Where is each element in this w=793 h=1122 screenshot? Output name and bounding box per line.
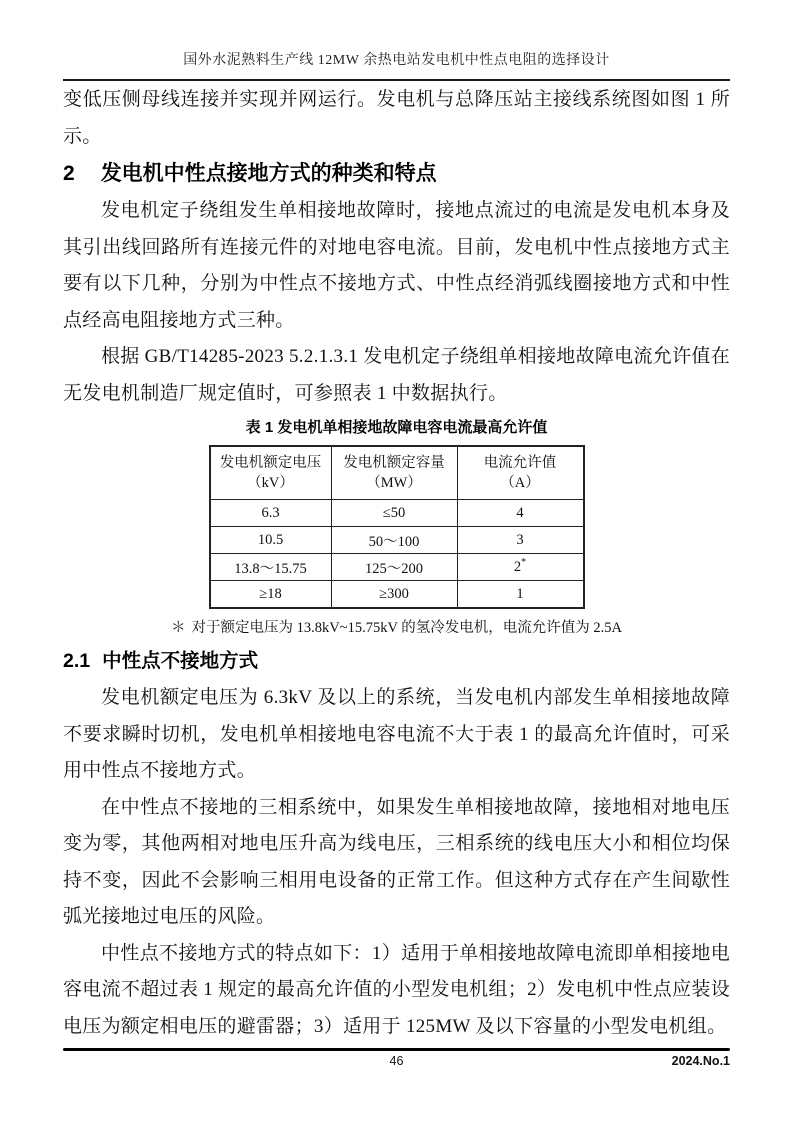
table-header-capacity xyxy=(331,446,457,500)
table-1-footnote xyxy=(63,618,730,638)
table-header-current xyxy=(457,446,584,500)
table-header-current-line1: 电流允许值 xyxy=(483,455,557,471)
table-1-header xyxy=(210,446,584,500)
paragraph-intro-continued: 变低压侧母线连接并实现并网运行。发电机与总降压站主接线系统图如图 1 所示。 xyxy=(63,89,730,147)
running-title: 国外水泥熟料生产线 12MW 余热电站发电机中性点电阻的选择设计 xyxy=(183,53,610,68)
section-2-1-heading xyxy=(63,642,730,680)
table-1-body xyxy=(210,500,584,609)
section-2-heading xyxy=(63,155,730,193)
table-cell: 3 xyxy=(457,527,584,554)
table-row xyxy=(210,554,584,581)
section-2-number: 2 xyxy=(63,162,75,185)
table-cell: ≥18 xyxy=(210,581,332,609)
table-cell: ≥300 xyxy=(331,581,457,609)
page-number: 46 xyxy=(389,1054,404,1068)
table-cell-with-footnote xyxy=(457,554,584,581)
table-cell: ≤50 xyxy=(331,500,457,527)
paragraph-section2-1: 发电机定子绕组发生单相接地故障时，接地点流过的电流是发电机本身及其引出线回路所有连接元件的对地电容电流。目前，发电机中性点接地方式主要有以下几种，分别为中性点不接地方式、中性点经消弧线圈接地方式和中性点经高电阻接地方式三种。 xyxy=(63,200,730,331)
paragraph-section2-1-1: 发电机额定电压为 6.3kV 及以上的系统，当发电机内部发生单相接地故障不要求瞬时切机，发电机单相接地电容电流不大于表 1 的最高允许值时，可采用中性点不接地方式。 xyxy=(63,687,730,781)
section-2-title: 发电机中性点接地方式的种类和特点 xyxy=(100,162,437,185)
paragraph-section2-1-2: 在中性点不接地的三相系统中，如果发生单相接地故障，接地相对地电压变为零，其他两相对地电压升高为线电压，三相系统的线电压大小和相位均保持不变，因此不会影响三相用电设备的正常工作。但这种方式存在产生间歇性弧光接地过电压的风险。 xyxy=(63,796,730,927)
issue-number: 2024.No.1 xyxy=(671,1054,730,1068)
section-2-1-title: 中性点不接地方式 xyxy=(102,650,259,672)
footnote-marker: ＊ xyxy=(171,620,186,636)
table-row xyxy=(210,527,584,554)
table-row xyxy=(210,581,584,609)
table-cell: 6.3 xyxy=(210,500,332,527)
table-header-current-line2: （A） xyxy=(500,475,540,491)
paragraph-section2-1-3: 中性点不接地方式的特点如下：1）适用于单相接地故障电流即单相接地电容电流不超过表 1 规定的最高允许值的小型发电机组；2）发电机中性点应装设电压为额定相电压的避雷器；3）适用于 125MW 及以下容量的小型发电机组。 xyxy=(63,942,730,1037)
paragraph-section2-2: 根据 GB/T14285-2023 5.2.1.3.1 发电机定子绕组单相接地故障电流允许值在无发电机制造厂规定值时，可参照表 1 中数据执行。 xyxy=(63,346,730,404)
table-cell: 13.8～15.75 xyxy=(210,554,332,581)
table-header-capacity-line1: 发电机额定容量 xyxy=(343,455,445,471)
table-cell: 50～100 xyxy=(331,527,457,554)
table-cell: 10.5 xyxy=(210,527,332,554)
table-cell: 125～200 xyxy=(331,554,457,581)
footer-row xyxy=(63,1054,730,1072)
section-2-1-number: 2.1 xyxy=(63,650,91,672)
table-header-voltage xyxy=(210,446,332,500)
table-header-voltage-line2: （kV） xyxy=(247,475,294,491)
page-footer xyxy=(63,1048,730,1072)
footnote-superscript: * xyxy=(521,556,527,568)
page-header xyxy=(0,0,793,81)
table-header-capacity-line2: （MW） xyxy=(366,475,422,491)
table-cell: 1 xyxy=(457,581,584,609)
footnote-text: 对于额定电压为 13.8kV~15.75kV 的氢冷发电机，电流允许值为 2.5A xyxy=(191,620,622,636)
table-row xyxy=(210,500,584,527)
table-header-row xyxy=(210,446,584,500)
table-cell: 4 xyxy=(457,500,584,527)
table-1 xyxy=(209,445,585,609)
table-cell-value: 2 xyxy=(513,558,522,575)
page-body xyxy=(0,81,793,1045)
table-1-caption: 表 1 发电机单相接地故障电容电流最高允许值 xyxy=(245,419,548,436)
table-header-voltage-line1: 发电机额定电压 xyxy=(219,455,322,471)
footer-rule xyxy=(63,1048,730,1051)
